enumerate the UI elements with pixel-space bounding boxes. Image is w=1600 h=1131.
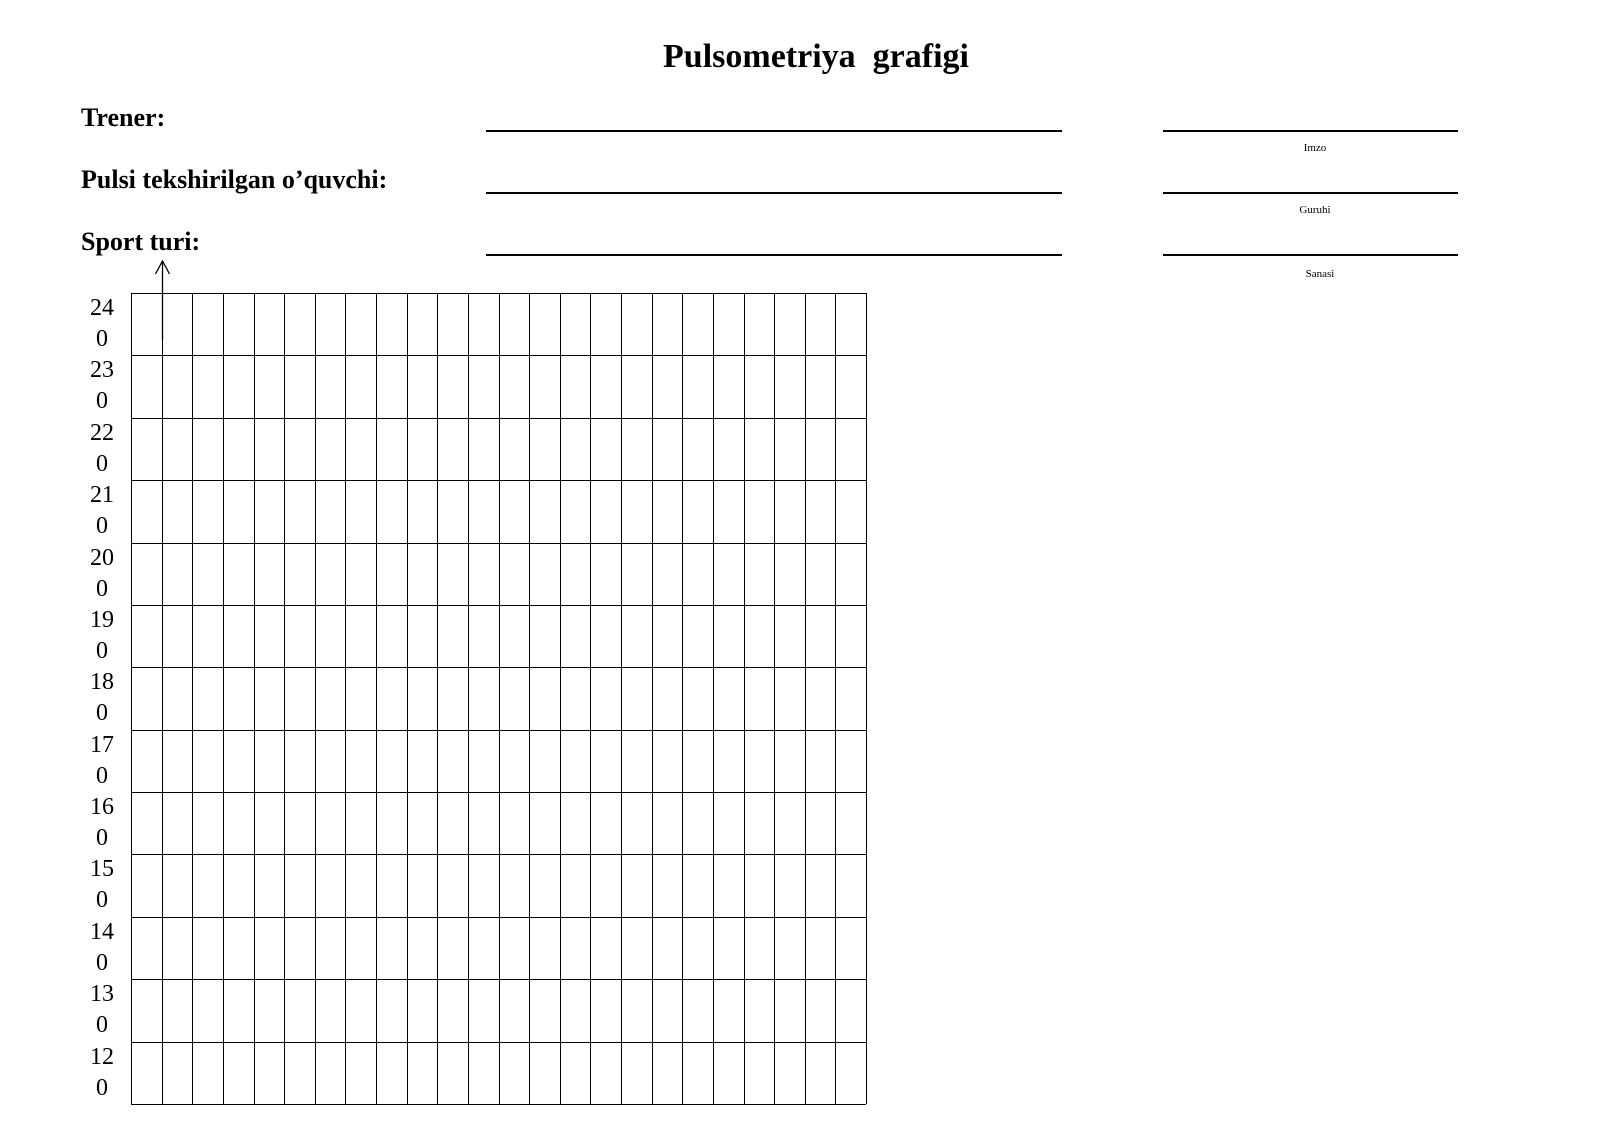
y-tick-label-part: 0 — [96, 763, 108, 789]
y-tick-label-part: 0 — [96, 1075, 108, 1101]
y-tick-label-part: 13 — [90, 981, 114, 1007]
y-tick-label-part: 14 — [90, 919, 114, 945]
y-tick-label-part: 16 — [90, 794, 114, 820]
y-tick-label-part: 12 — [90, 1044, 114, 1070]
y-tick-label-part: 24 — [90, 295, 114, 321]
y-tick-label — [82, 293, 122, 355]
sport-label: Sport turi: — [81, 227, 201, 256]
y-tick-label-part: 0 — [96, 950, 108, 976]
y-tick-label-part: 0 — [96, 700, 108, 726]
y-tick-label-part: 0 — [96, 638, 108, 664]
y-tick-label — [82, 917, 122, 979]
y-tick-label — [82, 605, 122, 667]
y-tick-label-part: 0 — [96, 326, 108, 352]
y-tick-label-part: 0 — [96, 825, 108, 851]
y-tick-label — [82, 418, 122, 480]
y-tick-label — [82, 792, 122, 854]
y-tick-label — [82, 667, 122, 729]
y-tick-label-part: 19 — [90, 607, 114, 633]
y-tick-label — [82, 543, 122, 605]
y-tick-label-part: 21 — [90, 482, 114, 508]
page-title: Pulsometriya grafigi — [663, 38, 969, 75]
signature-caption: Imzo — [1303, 142, 1327, 154]
y-tick-label-part: 0 — [96, 451, 108, 477]
y-tick-label-part: 0 — [96, 388, 108, 414]
y-tick-label-part: 18 — [90, 669, 114, 695]
y-tick-label-part: 0 — [96, 887, 108, 913]
y-tick-label — [82, 1042, 122, 1104]
y-tick-label-part: 20 — [90, 545, 114, 571]
y-tick-label-part: 15 — [90, 856, 114, 882]
y-tick-label-part: 0 — [96, 1012, 108, 1038]
y-tick-label — [82, 730, 122, 792]
y-tick-label-part: 17 — [90, 732, 114, 758]
trainer-label: Trener: — [81, 103, 166, 132]
y-tick-label-part: 0 — [96, 513, 108, 539]
group-caption: Guruhi — [1299, 204, 1331, 216]
y-tick-label — [82, 854, 122, 916]
y-tick-label-part: 23 — [90, 357, 114, 383]
y-tick-label — [82, 355, 122, 417]
date-caption: Sanasi — [1305, 268, 1335, 280]
y-tick-label-part: 22 — [90, 420, 114, 446]
student-label: Pulsi tekshirilgan o’quvchi: — [81, 165, 388, 194]
y-tick-label — [82, 480, 122, 542]
y-tick-label — [82, 979, 122, 1041]
y-tick-label-part: 0 — [96, 576, 108, 602]
